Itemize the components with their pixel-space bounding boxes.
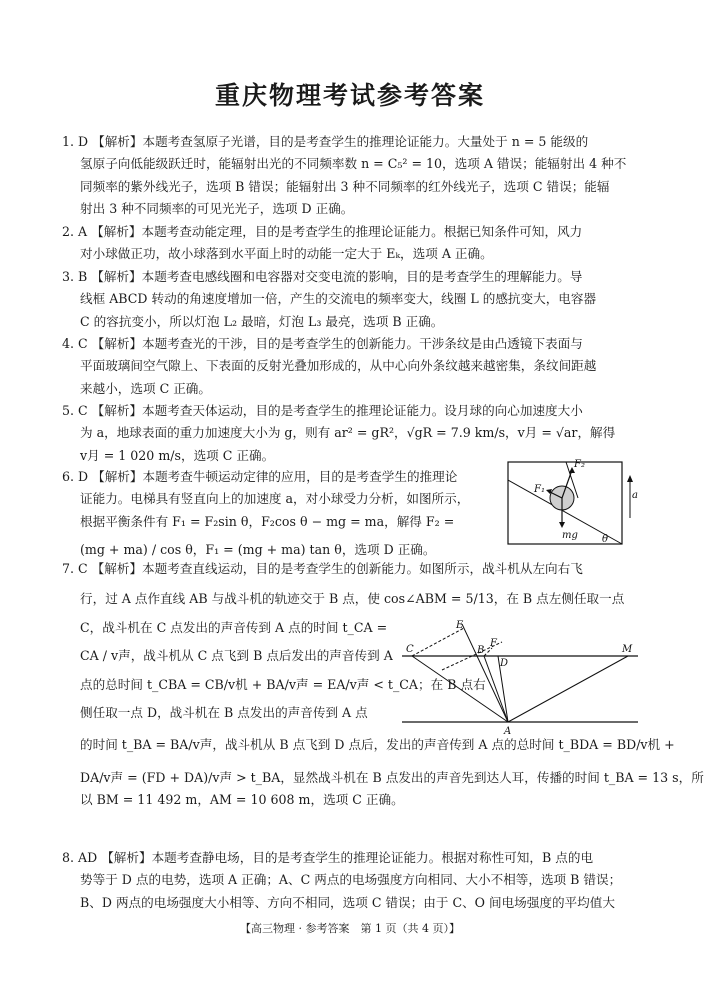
line-ca [412, 656, 508, 722]
answer-item-2 [62, 221, 640, 266]
answer-line: B、D 两点的电场强度大小相等、方向不相同，选项 C 错误；由于 C、O 间电场强度的平均值大 [80, 894, 615, 910]
answer-line: 4. C 【解析】本题考查光的干涉，目的是考查学生的创新能力。干涉条纹是由凸透镜下表面与 [62, 336, 583, 351]
gravity-arrowhead [559, 522, 565, 528]
answer-line: 5. C 【解析】本题考查天体运动，目的是考查学生的推理论证能力。设月球的向心加速度大小 [62, 403, 583, 418]
label-e: E [456, 620, 464, 631]
elevator-force-diagram [506, 458, 638, 550]
answer-line: 行，过 A 点作直线 AB 与战斗机的轨迹交于 B 点，使 cos∠ABM = 5/13，在 B 点左侧任取一点 [80, 591, 625, 607]
answer-line: CA / v声，战斗机从 C 点飞到 B 点后发出的声音传到 A [80, 648, 393, 664]
answer-line: 8. AD 【解析】本题考查静电场，目的是考查学生的推理论证能力。根据对称性可知，B 点的电 [62, 850, 594, 865]
label-a: A [504, 726, 512, 737]
answer-line: v月 = 1 020 m/s，选项 C 正确。 [80, 447, 275, 463]
page-footer: 【高三物理 · 参考答案 第 1 页（共 4 页）】 [240, 922, 460, 935]
answer-line: (mg + ma) / cos θ，F₁ = (mg + ma) tan θ，选项 D 正确。 [80, 542, 436, 558]
acceleration-arrowhead [627, 475, 633, 482]
label-f: F [490, 638, 497, 649]
dashed-bf [484, 648, 492, 656]
answer-line: DA/v声 = (FD + DA)/v声 > t_BA，显然战斗机在 B 点发出的声音先到达人耳，传播的时间 t_BA = 13 s，所 [80, 769, 704, 785]
answer-item-8 [62, 847, 640, 914]
page-title: 重庆物理考试参考答案 [214, 81, 485, 110]
answer-line: C，战斗机在 C 点发出的声音传到 A 点的时间 t_CA = [80, 619, 388, 635]
answer-line: 为 a，地球表面的重力加速度大小为 g，则有 ar² = gR²，√gR = 7.9 km/s，v月 = √ar，解得 [80, 425, 616, 441]
answer-line: 势等于 D 点的电势，选项 A 正确；A、C 两点的电场强度方向相同、大小不相等，选项 B 错误； [80, 872, 622, 888]
answer-line: C 的容抗变小，所以灯泡 L₂ 最暗，灯泡 L₃ 最亮，选项 B 正确。 [80, 313, 444, 329]
answer-line: 根据平衡条件有 F₁ = F₂sin θ，F₂cos θ − mg = ma，解得 F₂ = [80, 513, 455, 529]
label-f1: F₁ [534, 484, 545, 495]
line-ea [462, 624, 508, 722]
fighter-jet-diagram [402, 616, 638, 738]
answer-line: 射出 3 种不同频率的可见光光子，选项 D 正确。 [80, 201, 354, 217]
answer-line: 3. B 【解析】本题考查电感线圈和电容器对交变电流的影响，目的是考查学生的理解能力。导 [62, 269, 583, 284]
answer-line: 点的总时间 t_CBA = CB/v机 + BA/v声 = EA/v声 < t_CA；在 B 点右 [80, 676, 486, 692]
answer-line: 来越小，选项 C 正确。 [80, 380, 211, 396]
label-mg: mg [562, 530, 578, 541]
label-theta: θ [602, 534, 609, 545]
answer-line: 1. D 【解析】本题考查氢原子光谱，目的是考查学生的推理论证能力。大量处于 n = 5 能级的 [62, 134, 589, 149]
answer-line: 对小球做正功，故小球落到水平面上时的动能一定大于 Eₖ，选项 A 正确。 [80, 246, 493, 262]
answer-line: 同频率的紫外线光子，选项 B 错误；能辐射出 3 种不同频率的红外线光子，选项 C 错误；能辐 [80, 178, 610, 194]
answer-line: 线框 ABCD 转动的角速度增加一倍，产生的交流电的频率变大，线圈 L 的感抗变大，电容器 [80, 291, 597, 307]
answer-item-4 [62, 333, 640, 400]
answer-line: 的时间 t_BA = BA/v声，战斗机从 B 点飞到 D 点后，发出的声音传到 A 点的总时间 t_BDA = BD/v机 + [80, 737, 675, 753]
answer-line: 2. A 【解析】本题考查动能定理，目的是考查学生的推理论证能力。根据已知条件可知，风力 [62, 224, 583, 239]
dashed-ce [412, 628, 464, 656]
label-d: D [500, 658, 509, 669]
answer-line: 氢原子向低能级跃迁时，能辐射出光的不同频率数 n = C₅² = 10，选项 A 错误；能辐射出 4 种不 [80, 156, 627, 172]
answer-line: 6. D 【解析】本题考查牛顿运动定律的应用，目的是考查学生的推理论 [62, 469, 458, 484]
answer-line: 平面玻璃间空气隙上、下表面的反射光叠加形成的，从中心向外条纹越来越密集，条纹间距越 [80, 358, 597, 374]
answer-line: 侧任取一点 D，战斗机在 B 点发出的声音传到 A 点 [80, 705, 368, 721]
answer-item-3 [62, 266, 640, 333]
label-a: a [632, 490, 638, 501]
label-c: C [406, 644, 414, 655]
label-f2: F₂ [574, 459, 585, 470]
answer-item-1 [62, 131, 640, 221]
label-b: B [477, 645, 485, 656]
answer-line: 证能力。电梯具有竖直向上的加速度 a，对小球受力分析，如图所示， [80, 491, 470, 507]
label-m: M [622, 644, 633, 655]
line-ma [508, 656, 628, 722]
answer-line: 以 BM = 11 492 m，AM = 10 608 m，选项 C 正确。 [80, 792, 404, 808]
answer-line: 7. C 【解析】本题考查直线运动，目的是考查学生的创新能力。如图所示，战斗机从左向右飞 [62, 561, 583, 576]
